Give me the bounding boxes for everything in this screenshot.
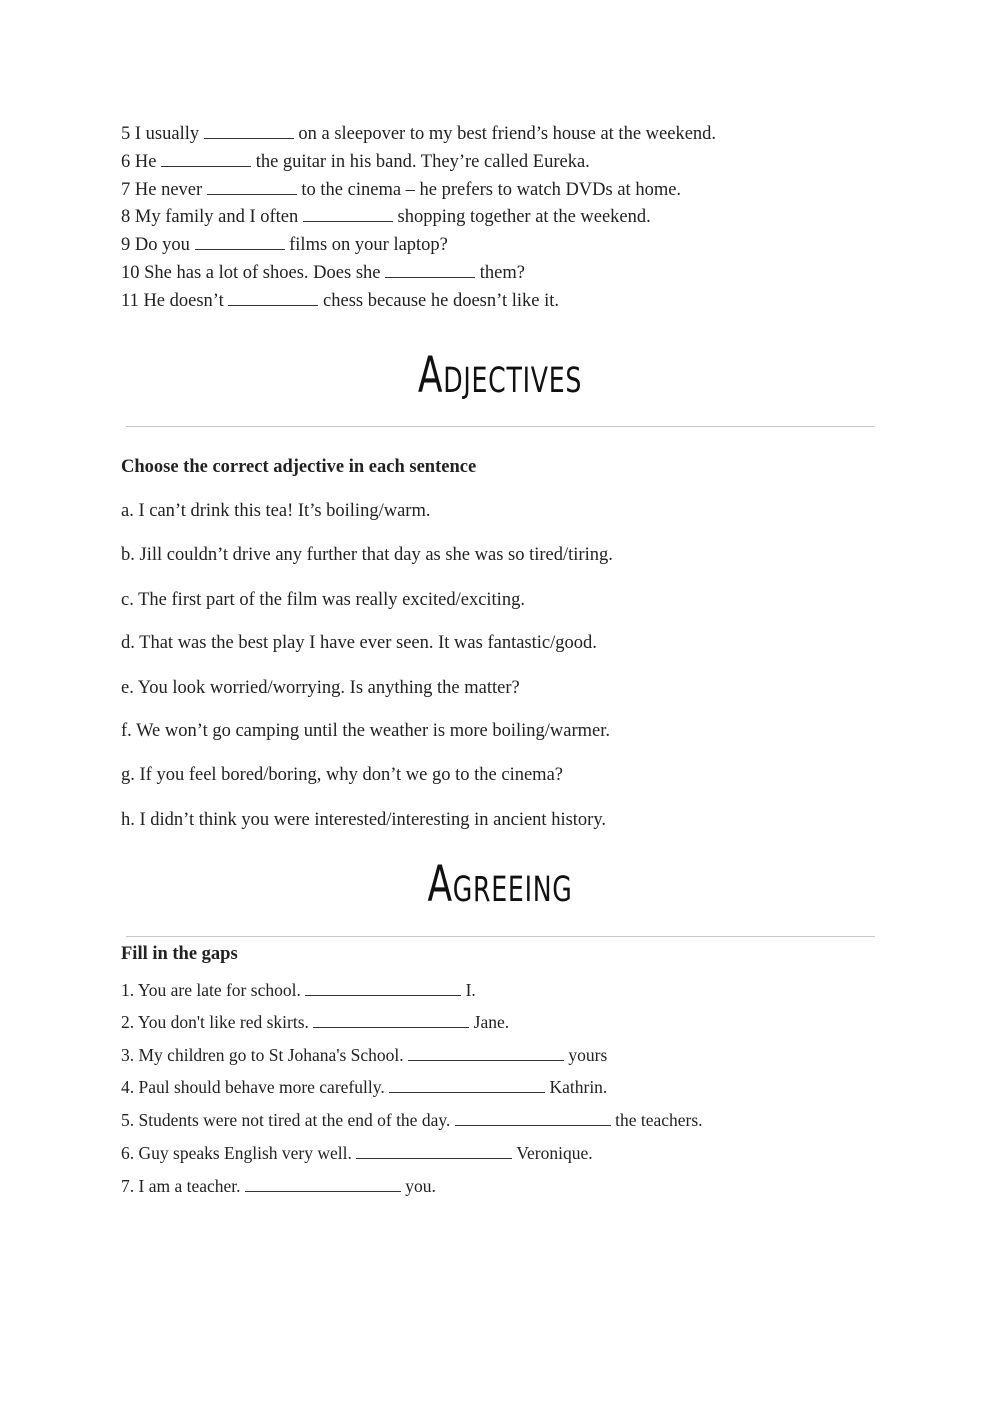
answer-gap[interactable]: [313, 1013, 469, 1028]
answer-gap[interactable]: [207, 179, 297, 195]
section-title-adjectives: Adjectives: [417, 346, 583, 404]
answer-gap[interactable]: [195, 234, 285, 250]
agreeing-item: 4. Paul should behave more carefully. Kathrin.: [121, 1077, 608, 1097]
verb-item: 8 My family and I often shopping together at the weekend.: [121, 206, 651, 227]
verb-item: 11 He doesn’t chess because he doesn’t like it.: [121, 290, 559, 311]
agreeing-item: 6. Guy speaks English very well. Veronique.: [121, 1143, 593, 1163]
section-title-agreeing: Agreeing: [427, 855, 573, 913]
section-divider: [126, 426, 875, 427]
agreeing-item: 3. My children go to St Johana's School. yours: [121, 1045, 608, 1065]
agreeing-item: 2. You don't like red skirts. Jane.: [121, 1012, 510, 1032]
answer-gap[interactable]: [204, 123, 294, 139]
section-divider: [126, 936, 875, 937]
answer-gap[interactable]: [303, 206, 393, 222]
verb-item: 10 She has a lot of shoes. Does she them?: [121, 262, 525, 283]
answer-gap[interactable]: [161, 151, 251, 167]
adjective-item: a. I can’t drink this tea! It’s boiling/warm.: [121, 501, 431, 521]
adjective-item: g. If you feel bored/boring, why don’t we go to the cinema?: [121, 765, 563, 785]
answer-gap[interactable]: [305, 981, 461, 996]
adjective-item: e. You look worried/worrying. Is anything the matter?: [121, 678, 520, 698]
verb-item: 5 I usually on a sleepover to my best friend’s house at the weekend.: [121, 123, 717, 144]
answer-gap[interactable]: [408, 1046, 564, 1061]
answer-gap[interactable]: [389, 1078, 545, 1093]
agreeing-item: 7. I am a teacher. you.: [121, 1176, 436, 1196]
answer-gap[interactable]: [245, 1177, 401, 1192]
adjective-item: b. Jill couldn’t drive any further that day as she was so tired/tiring.: [121, 545, 613, 565]
answer-gap[interactable]: [228, 290, 318, 306]
adjective-item: h. I didn’t think you were interested/interesting in ancient history.: [121, 810, 607, 830]
adjective-item: c. The first part of the film was really excited/exciting.: [121, 590, 525, 610]
adjectives-instruction: Choose the correct adjective in each sentence: [121, 457, 477, 477]
answer-gap[interactable]: [385, 262, 475, 278]
agreeing-item: 1. You are late for school. I.: [121, 980, 476, 1000]
agreeing-instruction: Fill in the gaps: [121, 944, 238, 964]
agreeing-item: 5. Students were not tired at the end of the day. the teachers.: [121, 1110, 703, 1130]
adjective-item: d. That was the best play I have ever seen. It was fantastic/good.: [121, 633, 597, 653]
answer-gap[interactable]: [455, 1111, 611, 1126]
verb-item: 6 He the guitar in his band. They’re called Eureka.: [121, 151, 590, 172]
adjective-item: f. We won’t go camping until the weather is more boiling/warmer.: [121, 721, 610, 741]
verb-item: 9 Do you films on your laptop?: [121, 234, 448, 255]
verb-item: 7 He never to the cinema – he prefers to watch DVDs at home.: [121, 179, 682, 200]
answer-gap[interactable]: [356, 1144, 512, 1159]
